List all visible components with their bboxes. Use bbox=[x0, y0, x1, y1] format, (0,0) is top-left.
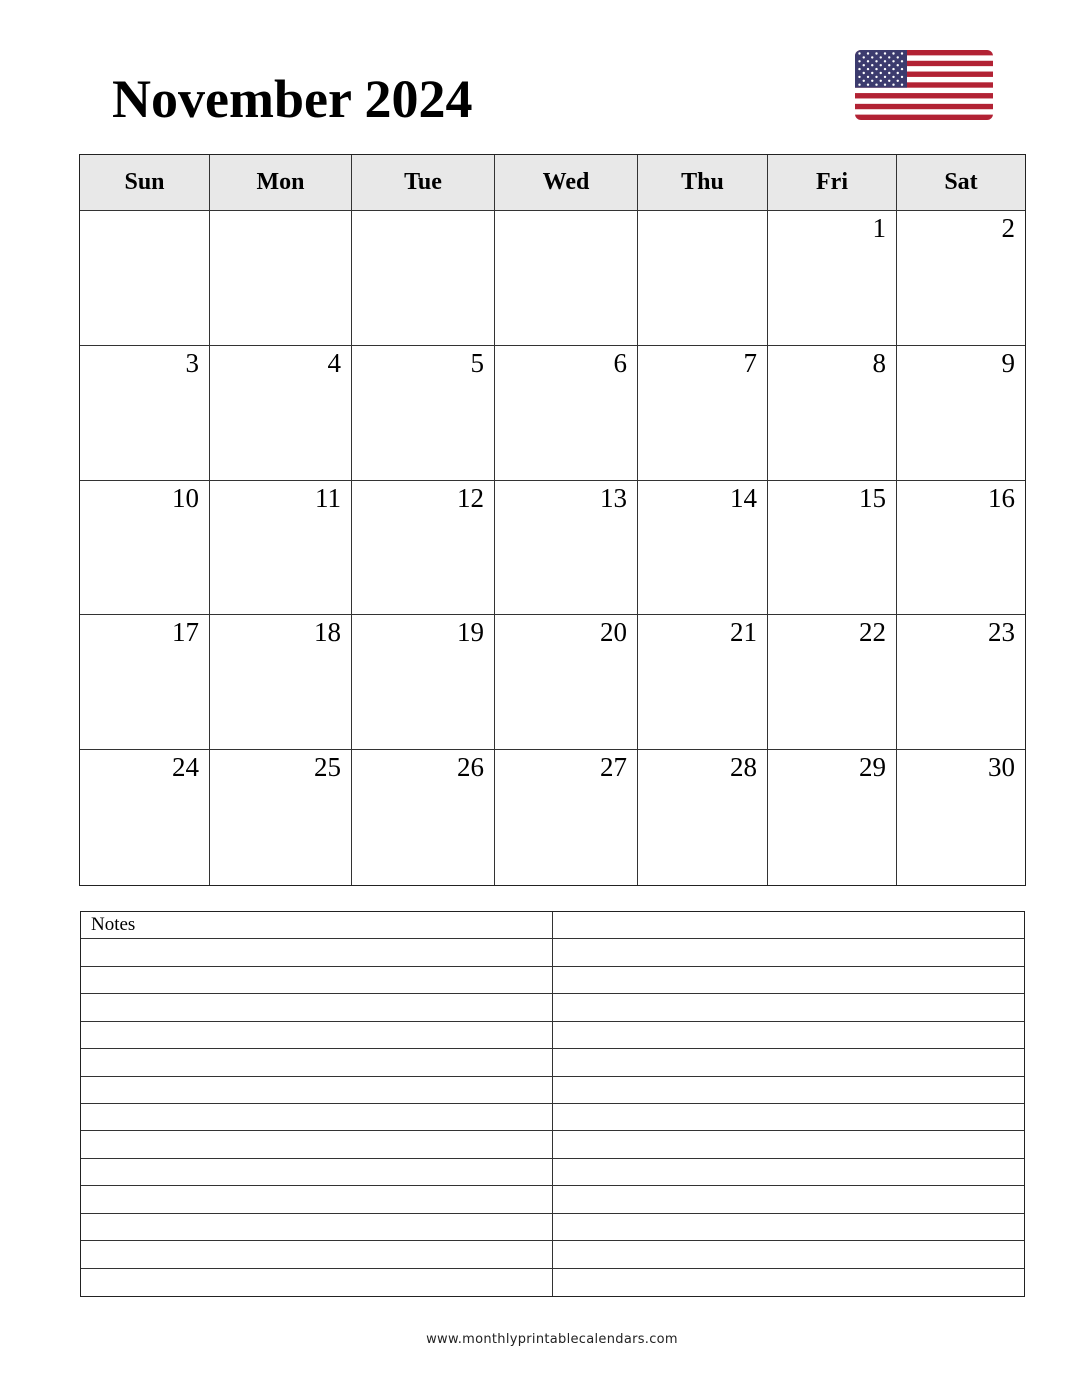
notes-line[interactable] bbox=[81, 1186, 553, 1213]
calendar-grid bbox=[79, 154, 1026, 886]
notes-line[interactable] bbox=[553, 967, 1024, 994]
day-cell[interactable]: 24 bbox=[80, 750, 210, 885]
day-cell[interactable]: 15 bbox=[768, 481, 897, 616]
footer-url: www.monthlyprintablecalendars.com bbox=[426, 1332, 678, 1347]
notes-line[interactable] bbox=[553, 994, 1024, 1021]
notes-line[interactable] bbox=[81, 994, 553, 1021]
notes-line[interactable] bbox=[81, 1104, 553, 1131]
day-cell[interactable]: 14 bbox=[638, 481, 768, 616]
day-cell[interactable]: 5 bbox=[352, 346, 495, 481]
day-cell[interactable]: 3 bbox=[80, 346, 210, 481]
day-cell[interactable] bbox=[495, 211, 638, 346]
day-cell[interactable]: 22 bbox=[768, 615, 897, 750]
day-cell[interactable]: 16 bbox=[897, 481, 1025, 616]
notes-line[interactable] bbox=[81, 1131, 553, 1158]
calendar-title: November 2024 bbox=[112, 69, 473, 129]
notes-line[interactable] bbox=[553, 1186, 1024, 1213]
weekday-header: Wed bbox=[495, 155, 638, 211]
day-cell[interactable]: 7 bbox=[638, 346, 768, 481]
day-cell[interactable]: 13 bbox=[495, 481, 638, 616]
day-cell[interactable]: 12 bbox=[352, 481, 495, 616]
notes-line[interactable] bbox=[81, 1214, 553, 1241]
notes-line[interactable] bbox=[553, 1049, 1024, 1076]
day-cell[interactable]: 6 bbox=[495, 346, 638, 481]
day-cell[interactable]: 4 bbox=[210, 346, 352, 481]
day-cell[interactable]: 29 bbox=[768, 750, 897, 885]
day-cell[interactable]: 30 bbox=[988, 752, 1015, 783]
notes-line[interactable] bbox=[81, 1159, 553, 1186]
day-cell[interactable]: 20 bbox=[495, 615, 638, 750]
notes-line[interactable] bbox=[553, 1269, 1024, 1296]
day-cell[interactable]: 28 bbox=[638, 750, 768, 885]
notes-line[interactable] bbox=[553, 912, 1024, 939]
notes-line[interactable] bbox=[553, 1104, 1024, 1131]
day-cell[interactable]: 17 bbox=[80, 615, 210, 750]
day-cell[interactable] bbox=[210, 211, 352, 346]
day-cell[interactable] bbox=[80, 211, 210, 346]
notes-table bbox=[80, 911, 1025, 1297]
notes-line[interactable] bbox=[81, 1269, 553, 1296]
notes-line[interactable] bbox=[81, 967, 553, 994]
day-cell[interactable]: 21 bbox=[638, 615, 768, 750]
notes-line[interactable] bbox=[553, 939, 1024, 966]
notes-line[interactable] bbox=[553, 1077, 1024, 1104]
notes-line[interactable] bbox=[553, 1022, 1024, 1049]
notes-line[interactable] bbox=[81, 1049, 553, 1076]
notes-label: Notes bbox=[81, 912, 553, 939]
notes-line[interactable] bbox=[553, 1159, 1024, 1186]
weekday-header: Mon bbox=[210, 155, 352, 211]
notes-line[interactable] bbox=[81, 1022, 553, 1049]
day-cell[interactable]: 9 bbox=[897, 346, 1025, 481]
weekday-header: Tue bbox=[352, 155, 495, 211]
weekday-header: Thu bbox=[638, 155, 768, 211]
day-cell[interactable]: 10 bbox=[80, 481, 210, 616]
day-cell[interactable]: 26 bbox=[352, 750, 495, 885]
day-cell[interactable] bbox=[352, 211, 495, 346]
day-cell[interactable]: 11 bbox=[210, 481, 352, 616]
day-cell[interactable]: 25 bbox=[210, 750, 352, 885]
notes-line[interactable] bbox=[553, 1241, 1024, 1268]
notes-line[interactable] bbox=[81, 1241, 553, 1268]
notes-line[interactable] bbox=[81, 939, 553, 966]
notes-line[interactable] bbox=[553, 1214, 1024, 1241]
day-cell[interactable]: 2 bbox=[897, 211, 1025, 346]
day-cell[interactable]: 27 bbox=[495, 750, 638, 885]
us-flag-icon bbox=[855, 50, 993, 120]
weekday-header: Sun bbox=[80, 155, 210, 211]
day-cell[interactable]: 18 bbox=[210, 615, 352, 750]
day-cell[interactable] bbox=[638, 211, 768, 346]
weekday-header: Fri bbox=[768, 155, 897, 211]
notes-line[interactable] bbox=[81, 1077, 553, 1104]
day-cell[interactable]: 19 bbox=[352, 615, 495, 750]
day-cell[interactable]: 23 bbox=[897, 615, 1025, 750]
notes-line[interactable] bbox=[553, 1131, 1024, 1158]
day-cell[interactable]: 8 bbox=[768, 346, 897, 481]
weekday-header: Sat bbox=[897, 155, 1025, 211]
day-cell[interactable]: 1 bbox=[768, 211, 897, 346]
